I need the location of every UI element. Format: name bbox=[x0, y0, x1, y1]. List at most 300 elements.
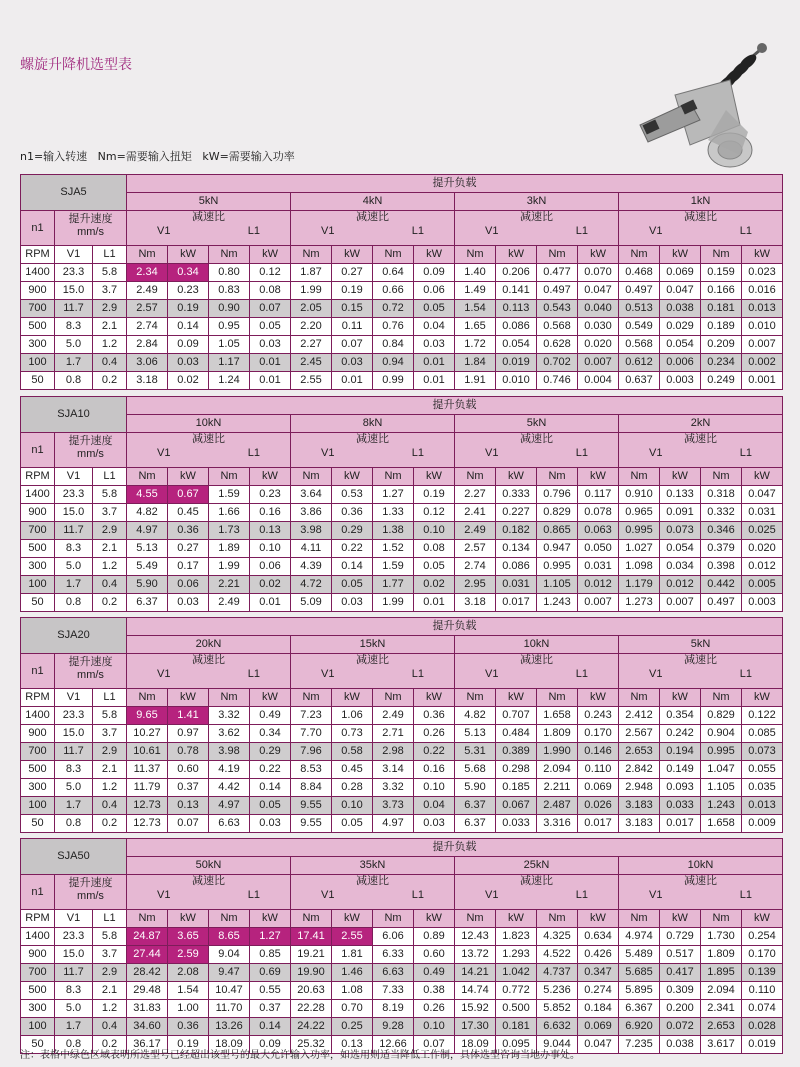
value-cell: 0.078 bbox=[578, 504, 619, 522]
value-cell: 1.81 bbox=[332, 946, 373, 964]
value-cell: 0.010 bbox=[496, 372, 537, 390]
value-cell: 0.139 bbox=[742, 964, 783, 982]
value-cell: 2.57 bbox=[127, 300, 168, 318]
value-cell: 19.21 bbox=[291, 946, 332, 964]
value-cell: 2.412 bbox=[619, 707, 660, 725]
ratio-label: 减速比 bbox=[520, 654, 553, 666]
value-cell: 9.04 bbox=[209, 946, 250, 964]
value-cell: 36.17 bbox=[127, 1036, 168, 1054]
value-cell: 1.54 bbox=[168, 982, 209, 1000]
kw-header: kW bbox=[414, 246, 455, 264]
nm-header: Nm bbox=[701, 689, 742, 707]
value-cell: 1.33 bbox=[373, 504, 414, 522]
value-cell: 0.13 bbox=[168, 797, 209, 815]
value-cell: 0.34 bbox=[250, 725, 291, 743]
value-cell: 1.46 bbox=[332, 964, 373, 982]
speed-cell: 500 bbox=[21, 982, 55, 1000]
value-cell: 0.829 bbox=[537, 504, 578, 522]
nm-header: Nm bbox=[455, 468, 496, 486]
value-cell: 0.02 bbox=[250, 576, 291, 594]
l1-header: L1 bbox=[93, 246, 127, 264]
value-cell: 0.017 bbox=[660, 815, 701, 833]
value-cell: 0.80 bbox=[209, 264, 250, 282]
speed-cell: 1.2 bbox=[93, 779, 127, 797]
value-cell: 2.84 bbox=[127, 336, 168, 354]
value-cell: 0.05 bbox=[414, 300, 455, 318]
ratio-label: 减速比 bbox=[356, 211, 390, 223]
value-cell: 0.14 bbox=[332, 558, 373, 576]
value-cell: 0.09 bbox=[250, 1036, 291, 1054]
value-cell: 7.70 bbox=[291, 725, 332, 743]
speed-cell: 2.1 bbox=[93, 318, 127, 336]
value-cell: 5.90 bbox=[455, 779, 496, 797]
value-cell: 0.020 bbox=[578, 336, 619, 354]
value-cell: 1.00 bbox=[168, 1000, 209, 1018]
value-cell: 0.181 bbox=[496, 1018, 537, 1036]
n1-header: n1 bbox=[21, 875, 55, 910]
value-cell: 6.06 bbox=[373, 928, 414, 946]
value-cell: 4.97 bbox=[127, 522, 168, 540]
speed-header bbox=[55, 433, 127, 468]
value-cell: 0.38 bbox=[414, 982, 455, 1000]
value-cell: 0.031 bbox=[742, 504, 783, 522]
value-cell: 0.904 bbox=[701, 725, 742, 743]
load-value: 10kN bbox=[455, 636, 619, 654]
table-row bbox=[21, 928, 783, 946]
speed-cell: 0.4 bbox=[93, 354, 127, 372]
ratio-l1-label: L1 bbox=[411, 225, 425, 237]
value-cell: 7.235 bbox=[619, 1036, 660, 1054]
rpm-header: RPM bbox=[21, 689, 55, 707]
value-cell: 5.90 bbox=[127, 576, 168, 594]
nm-header: Nm bbox=[455, 910, 496, 928]
value-cell: 0.67 bbox=[168, 486, 209, 504]
nm-header: Nm bbox=[373, 689, 414, 707]
value-cell: 0.03 bbox=[332, 354, 373, 372]
load-value: 5kN bbox=[127, 193, 291, 211]
value-cell: 4.11 bbox=[291, 540, 332, 558]
value-cell: 0.05 bbox=[250, 318, 291, 336]
nm-header: Nm bbox=[455, 689, 496, 707]
speed-cell: 0.4 bbox=[93, 576, 127, 594]
selection-table-sja10 bbox=[20, 396, 783, 612]
value-cell: 18.09 bbox=[455, 1036, 496, 1054]
speed-cell: 5.0 bbox=[55, 779, 93, 797]
speed-cell: 5.8 bbox=[93, 928, 127, 946]
ratio-label: 减速比 bbox=[684, 211, 718, 223]
l1-header: L1 bbox=[93, 689, 127, 707]
value-cell: 0.60 bbox=[414, 946, 455, 964]
ratio-v1-label: V1 bbox=[321, 447, 335, 459]
value-cell: 0.01 bbox=[250, 354, 291, 372]
value-cell: 0.29 bbox=[332, 522, 373, 540]
nm-header: Nm bbox=[127, 468, 168, 486]
ratio-v1-label: V1 bbox=[321, 889, 335, 901]
value-cell: 0.15 bbox=[332, 300, 373, 318]
value-cell: 6.632 bbox=[537, 1018, 578, 1036]
speed-cell: 0.4 bbox=[93, 797, 127, 815]
value-cell: 0.110 bbox=[578, 761, 619, 779]
value-cell: 2.98 bbox=[373, 743, 414, 761]
value-cell: 0.94 bbox=[373, 354, 414, 372]
kw-header: kW bbox=[168, 689, 209, 707]
value-cell: 0.97 bbox=[168, 725, 209, 743]
table-row bbox=[21, 300, 783, 318]
ratio-l1-label: L1 bbox=[575, 225, 589, 237]
kw-header: kW bbox=[250, 910, 291, 928]
ratio-v1-label: V1 bbox=[649, 447, 663, 459]
speed-cell: 8.3 bbox=[55, 540, 93, 558]
table-row bbox=[21, 797, 783, 815]
ratio-header bbox=[619, 433, 783, 468]
value-cell: 6.63 bbox=[209, 815, 250, 833]
speed-cell: 5.0 bbox=[55, 336, 93, 354]
value-cell: 0.426 bbox=[578, 946, 619, 964]
value-cell: 0.033 bbox=[660, 797, 701, 815]
value-cell: 1.658 bbox=[701, 815, 742, 833]
value-cell: 4.19 bbox=[209, 761, 250, 779]
speed-header bbox=[55, 654, 127, 689]
value-cell: 0.497 bbox=[619, 282, 660, 300]
value-cell: 0.019 bbox=[742, 1036, 783, 1054]
value-cell: 0.346 bbox=[701, 522, 742, 540]
value-cell: 0.185 bbox=[496, 779, 537, 797]
speed-cell: 2.9 bbox=[93, 743, 127, 761]
kw-header: kW bbox=[332, 468, 373, 486]
value-cell: 1.99 bbox=[291, 282, 332, 300]
value-cell: 1.87 bbox=[291, 264, 332, 282]
ratio-label: 减速比 bbox=[192, 875, 225, 887]
value-cell: 9.47 bbox=[209, 964, 250, 982]
speed-cell: 2.9 bbox=[93, 522, 127, 540]
value-cell: 3.98 bbox=[209, 743, 250, 761]
value-cell: 1.89 bbox=[209, 540, 250, 558]
value-cell: 2.211 bbox=[537, 779, 578, 797]
v1-header: V1 bbox=[55, 246, 93, 264]
value-cell: 0.072 bbox=[660, 1018, 701, 1036]
footnote: 注：表格中绿色区域表明所选型号已经超出该型号的最大允许输入功率，如选用则适当降低工作制，具体选型咨询当地办事处。 bbox=[20, 1050, 580, 1061]
nm-header: Nm bbox=[127, 246, 168, 264]
value-cell: 0.26 bbox=[414, 725, 455, 743]
value-cell: 5.31 bbox=[455, 743, 496, 761]
value-cell: 1.027 bbox=[619, 540, 660, 558]
ratio-v1-label: V1 bbox=[485, 447, 499, 459]
value-cell: 4.737 bbox=[537, 964, 578, 982]
value-cell: 0.04 bbox=[414, 797, 455, 815]
value-cell: 0.054 bbox=[496, 336, 537, 354]
ratio-header bbox=[455, 875, 619, 910]
value-cell: 1.54 bbox=[455, 300, 496, 318]
value-cell: 2.49 bbox=[127, 282, 168, 300]
speed-cell: 100 bbox=[21, 797, 55, 815]
table-row bbox=[21, 522, 783, 540]
value-cell: 3.73 bbox=[373, 797, 414, 815]
value-cell: 4.42 bbox=[209, 779, 250, 797]
value-cell: 0.031 bbox=[496, 576, 537, 594]
speed-cell: 2.1 bbox=[93, 761, 127, 779]
value-cell: 5.09 bbox=[291, 594, 332, 612]
ratio-header bbox=[127, 875, 291, 910]
value-cell: 0.05 bbox=[414, 558, 455, 576]
value-cell: 0.073 bbox=[660, 522, 701, 540]
kw-header: kW bbox=[168, 246, 209, 264]
value-cell: 0.06 bbox=[250, 558, 291, 576]
value-cell: 5.68 bbox=[455, 761, 496, 779]
speed-cell: 0.8 bbox=[55, 1036, 93, 1054]
speed-cell: 8.3 bbox=[55, 982, 93, 1000]
value-cell: 0.074 bbox=[742, 1000, 783, 1018]
value-cell: 4.325 bbox=[537, 928, 578, 946]
load-header: 提升负载 bbox=[127, 397, 783, 415]
n1-header: n1 bbox=[21, 211, 55, 246]
table-row bbox=[21, 1018, 783, 1036]
value-cell: 0.73 bbox=[332, 725, 373, 743]
speed-cell: 11.7 bbox=[55, 743, 93, 761]
value-cell: 2.948 bbox=[619, 779, 660, 797]
value-cell: 0.568 bbox=[537, 318, 578, 336]
value-cell: 0.007 bbox=[578, 354, 619, 372]
value-cell: 0.012 bbox=[578, 576, 619, 594]
v1-header: V1 bbox=[55, 689, 93, 707]
value-cell: 1.91 bbox=[455, 372, 496, 390]
value-cell: 8.53 bbox=[291, 761, 332, 779]
value-cell: 0.634 bbox=[578, 928, 619, 946]
nm-header: Nm bbox=[291, 246, 332, 264]
value-cell: 0.417 bbox=[660, 964, 701, 982]
table-row bbox=[21, 576, 783, 594]
value-cell: 0.073 bbox=[742, 743, 783, 761]
value-cell: 1.27 bbox=[373, 486, 414, 504]
value-cell: 11.79 bbox=[127, 779, 168, 797]
speed-cell: 1400 bbox=[21, 486, 55, 504]
load-header: 提升负载 bbox=[127, 839, 783, 857]
ratio-l1-label: L1 bbox=[575, 668, 588, 680]
speed-cell: 1.2 bbox=[93, 336, 127, 354]
ratio-l1-label: L1 bbox=[411, 668, 424, 680]
value-cell: 0.389 bbox=[496, 743, 537, 761]
speed-cell: 50 bbox=[21, 372, 55, 390]
value-cell: 2.74 bbox=[455, 558, 496, 576]
speed-header bbox=[55, 875, 127, 910]
value-cell: 0.069 bbox=[578, 1018, 619, 1036]
value-cell: 0.134 bbox=[496, 540, 537, 558]
value-cell: 2.55 bbox=[291, 372, 332, 390]
nm-header: Nm bbox=[209, 689, 250, 707]
value-cell: 0.07 bbox=[250, 300, 291, 318]
value-cell: 0.45 bbox=[332, 761, 373, 779]
value-cell: 1.08 bbox=[332, 982, 373, 1000]
value-cell: 0.19 bbox=[414, 486, 455, 504]
value-cell: 0.10 bbox=[414, 779, 455, 797]
table-row bbox=[21, 743, 783, 761]
ratio-v1-label: V1 bbox=[649, 889, 663, 901]
value-cell: 1.243 bbox=[701, 797, 742, 815]
value-cell: 0.017 bbox=[578, 815, 619, 833]
model-name: SJA50 bbox=[21, 839, 127, 875]
value-cell: 5.49 bbox=[127, 558, 168, 576]
table-row bbox=[21, 761, 783, 779]
value-cell: 20.63 bbox=[291, 982, 332, 1000]
value-cell: 1.40 bbox=[455, 264, 496, 282]
value-cell: 0.010 bbox=[742, 318, 783, 336]
kw-header: kW bbox=[660, 910, 701, 928]
kw-header: kW bbox=[250, 246, 291, 264]
kw-header: kW bbox=[742, 689, 783, 707]
nm-header: Nm bbox=[373, 468, 414, 486]
value-cell: 3.86 bbox=[291, 504, 332, 522]
load-value: 3kN bbox=[455, 193, 619, 211]
value-cell: 0.254 bbox=[742, 928, 783, 946]
speed-cell: 23.3 bbox=[55, 264, 93, 282]
value-cell: 9.044 bbox=[537, 1036, 578, 1054]
value-cell: 0.910 bbox=[619, 486, 660, 504]
value-cell: 2.49 bbox=[455, 522, 496, 540]
value-cell: 0.69 bbox=[250, 964, 291, 982]
value-cell: 25.32 bbox=[291, 1036, 332, 1054]
speed-cell: 15.0 bbox=[55, 282, 93, 300]
value-cell: 1.895 bbox=[701, 964, 742, 982]
kw-header: kW bbox=[742, 246, 783, 264]
value-cell: 1.99 bbox=[209, 558, 250, 576]
value-cell: 0.60 bbox=[168, 761, 209, 779]
model-name: SJA20 bbox=[21, 618, 127, 654]
value-cell: 0.117 bbox=[578, 486, 619, 504]
value-cell: 2.20 bbox=[291, 318, 332, 336]
value-cell: 3.617 bbox=[701, 1036, 742, 1054]
value-cell: 0.028 bbox=[742, 1018, 783, 1036]
value-cell: 0.06 bbox=[414, 282, 455, 300]
value-cell: 0.003 bbox=[742, 594, 783, 612]
speed-cell: 0.8 bbox=[55, 815, 93, 833]
value-cell: 2.094 bbox=[537, 761, 578, 779]
v1-header: V1 bbox=[55, 468, 93, 486]
value-cell: 5.13 bbox=[455, 725, 496, 743]
speed-cell: 700 bbox=[21, 743, 55, 761]
nm-header: Nm bbox=[209, 910, 250, 928]
value-cell: 10.47 bbox=[209, 982, 250, 1000]
value-cell: 3.316 bbox=[537, 815, 578, 833]
value-cell: 0.012 bbox=[660, 576, 701, 594]
value-cell: 0.007 bbox=[578, 594, 619, 612]
kw-header: kW bbox=[496, 910, 537, 928]
value-cell: 0.36 bbox=[168, 522, 209, 540]
nm-header: Nm bbox=[373, 910, 414, 928]
value-cell: 4.97 bbox=[373, 815, 414, 833]
load-value: 5kN bbox=[455, 415, 619, 433]
value-cell: 1.73 bbox=[209, 522, 250, 540]
speed-cell: 300 bbox=[21, 336, 55, 354]
value-cell: 0.517 bbox=[660, 946, 701, 964]
ratio-v1-label: V1 bbox=[157, 447, 171, 459]
value-cell: 6.33 bbox=[373, 946, 414, 964]
value-cell: 3.62 bbox=[209, 725, 250, 743]
value-cell: 0.13 bbox=[250, 522, 291, 540]
value-cell: 12.43 bbox=[455, 928, 496, 946]
value-cell: 0.995 bbox=[701, 743, 742, 761]
load-value: 1kN bbox=[619, 193, 783, 211]
value-cell: 31.83 bbox=[127, 1000, 168, 1018]
load-value: 2kN bbox=[619, 415, 783, 433]
speed-cell: 8.3 bbox=[55, 761, 93, 779]
nm-header: Nm bbox=[127, 910, 168, 928]
value-cell: 0.200 bbox=[660, 1000, 701, 1018]
value-cell: 12.66 bbox=[373, 1036, 414, 1054]
value-cell: 0.500 bbox=[496, 1000, 537, 1018]
value-cell: 2.842 bbox=[619, 761, 660, 779]
value-cell: 1.990 bbox=[537, 743, 578, 761]
value-cell: 4.72 bbox=[291, 576, 332, 594]
ratio-l1-label: L1 bbox=[247, 447, 260, 459]
value-cell: 0.038 bbox=[660, 1036, 701, 1054]
value-cell: 0.050 bbox=[578, 540, 619, 558]
value-cell: 0.354 bbox=[660, 707, 701, 725]
ratio-label: 减速比 bbox=[684, 875, 717, 887]
speed-unit: mm/s bbox=[77, 226, 104, 238]
value-cell: 6.37 bbox=[455, 797, 496, 815]
ratio-l1-label: L1 bbox=[575, 889, 588, 901]
value-cell: 2.49 bbox=[373, 707, 414, 725]
speed-cell: 300 bbox=[21, 558, 55, 576]
value-cell: 3.32 bbox=[209, 707, 250, 725]
value-cell: 0.09 bbox=[168, 336, 209, 354]
kw-header: kW bbox=[250, 689, 291, 707]
speed-cell: 15.0 bbox=[55, 725, 93, 743]
kw-header: kW bbox=[742, 468, 783, 486]
speed-label: 提升速度 bbox=[68, 213, 113, 225]
kw-header: kW bbox=[496, 468, 537, 486]
kw-header: kW bbox=[660, 689, 701, 707]
value-cell: 0.146 bbox=[578, 743, 619, 761]
value-cell: 24.87 bbox=[127, 928, 168, 946]
value-cell: 0.568 bbox=[619, 336, 660, 354]
value-cell: 0.468 bbox=[619, 264, 660, 282]
value-cell: 0.274 bbox=[578, 982, 619, 1000]
selection-table-sja20 bbox=[20, 617, 783, 833]
value-cell: 1.24 bbox=[209, 372, 250, 390]
value-cell: 0.113 bbox=[496, 300, 537, 318]
value-cell: 0.141 bbox=[496, 282, 537, 300]
value-cell: 0.07 bbox=[332, 336, 373, 354]
ratio-header bbox=[291, 211, 455, 246]
nm-header: Nm bbox=[209, 246, 250, 264]
value-cell: 0.047 bbox=[660, 282, 701, 300]
value-cell: 0.209 bbox=[701, 336, 742, 354]
nm-header: Nm bbox=[291, 468, 332, 486]
value-cell: 1.658 bbox=[537, 707, 578, 725]
value-cell: 6.37 bbox=[455, 815, 496, 833]
value-cell: 0.03 bbox=[168, 594, 209, 612]
value-cell: 5.895 bbox=[619, 982, 660, 1000]
speed-cell: 0.8 bbox=[55, 372, 93, 390]
kw-header: kW bbox=[496, 689, 537, 707]
value-cell: 8.84 bbox=[291, 779, 332, 797]
speed-cell: 11.7 bbox=[55, 300, 93, 318]
value-cell: 0.10 bbox=[332, 797, 373, 815]
kw-header: kW bbox=[168, 910, 209, 928]
ratio-v1-label: V1 bbox=[649, 225, 663, 237]
value-cell: 0.206 bbox=[496, 264, 537, 282]
speed-cell: 2.9 bbox=[93, 964, 127, 982]
value-cell: 0.318 bbox=[701, 486, 742, 504]
value-cell: 15.92 bbox=[455, 1000, 496, 1018]
value-cell: 1.042 bbox=[496, 964, 537, 982]
nm-header: Nm bbox=[291, 910, 332, 928]
value-cell: 0.03 bbox=[168, 354, 209, 372]
ratio-label: 减速比 bbox=[192, 654, 225, 666]
ratio-header bbox=[455, 654, 619, 689]
value-cell: 0.829 bbox=[701, 707, 742, 725]
value-cell: 0.055 bbox=[742, 761, 783, 779]
